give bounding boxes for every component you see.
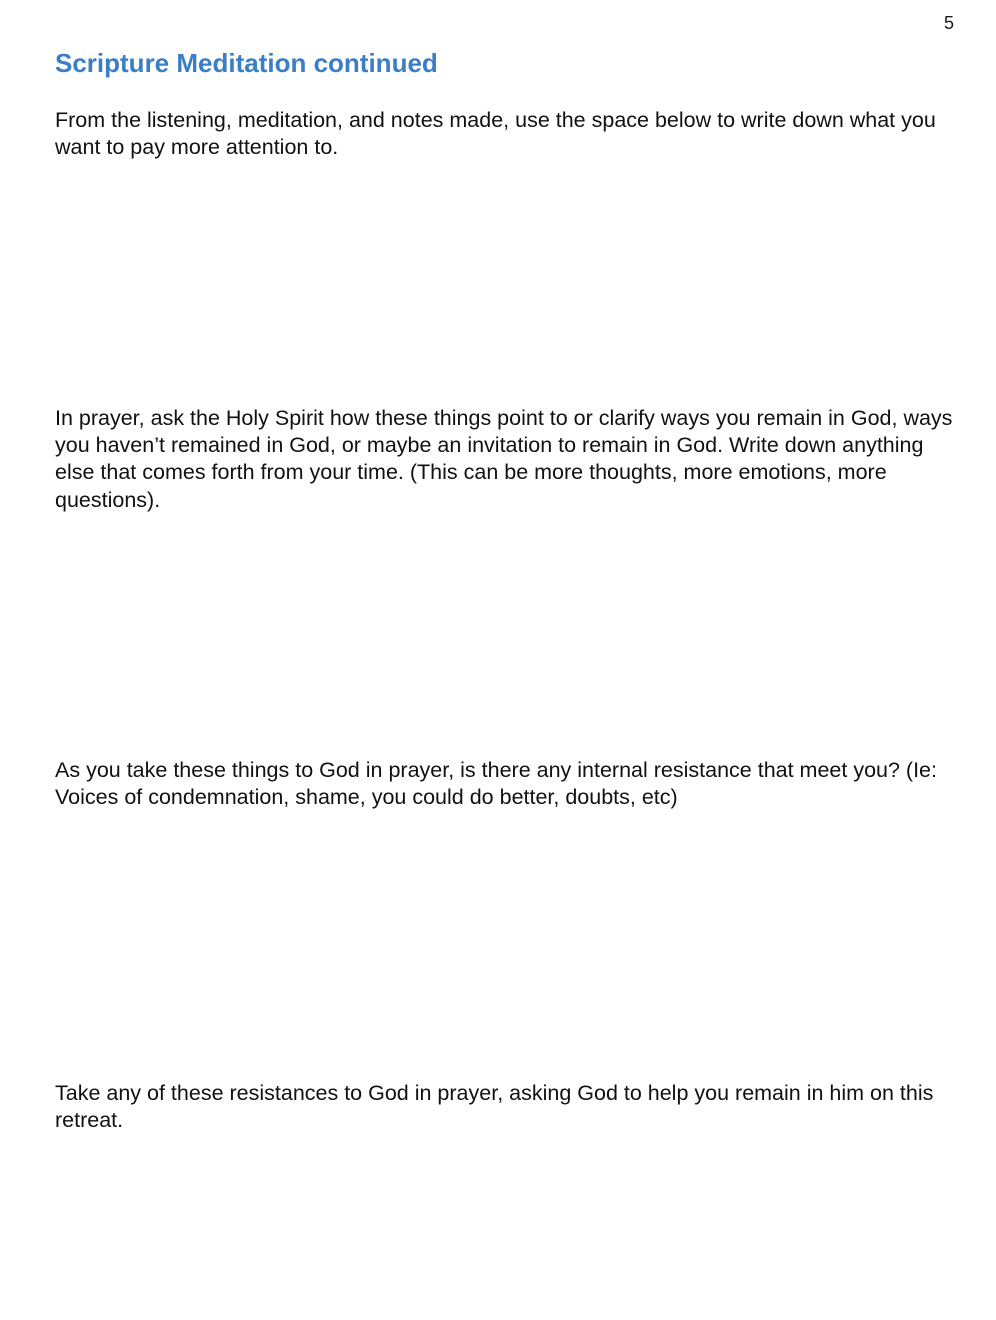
prompt-internal-resistance: As you take these things to God in prayer, is there any internal resistance that meet you? (Ie: Voices of condemnation, shame, you could do better, doubts, etc)	[55, 758, 937, 810]
prompt-holy-spirit: In prayer, ask the Holy Spirit how these things point to or clarify ways you remain in God, ways you haven’t remained in God, or maybe an invitation to remain in God. Write down anything else that comes forth from your time. (This can be more thoughts, more emotions, more questions).	[55, 406, 953, 512]
page-number: 5	[944, 13, 955, 33]
writing-space-attention	[55, 170, 941, 395]
page-title: Scripture Meditation continued	[55, 48, 438, 78]
prompt-resistances-to-god: Take any of these resistances to God in prayer, asking God to help you remain in him on this retreat.	[55, 1081, 934, 1133]
prompt-attention: From the listening, meditation, and notes made, use the space below to write down what you want to pay more attention to.	[55, 108, 936, 160]
writing-space-internal-resistance	[55, 818, 941, 1068]
writing-space-holy-spirit	[55, 522, 941, 747]
writing-space-resistances-to-god	[55, 1142, 941, 1312]
